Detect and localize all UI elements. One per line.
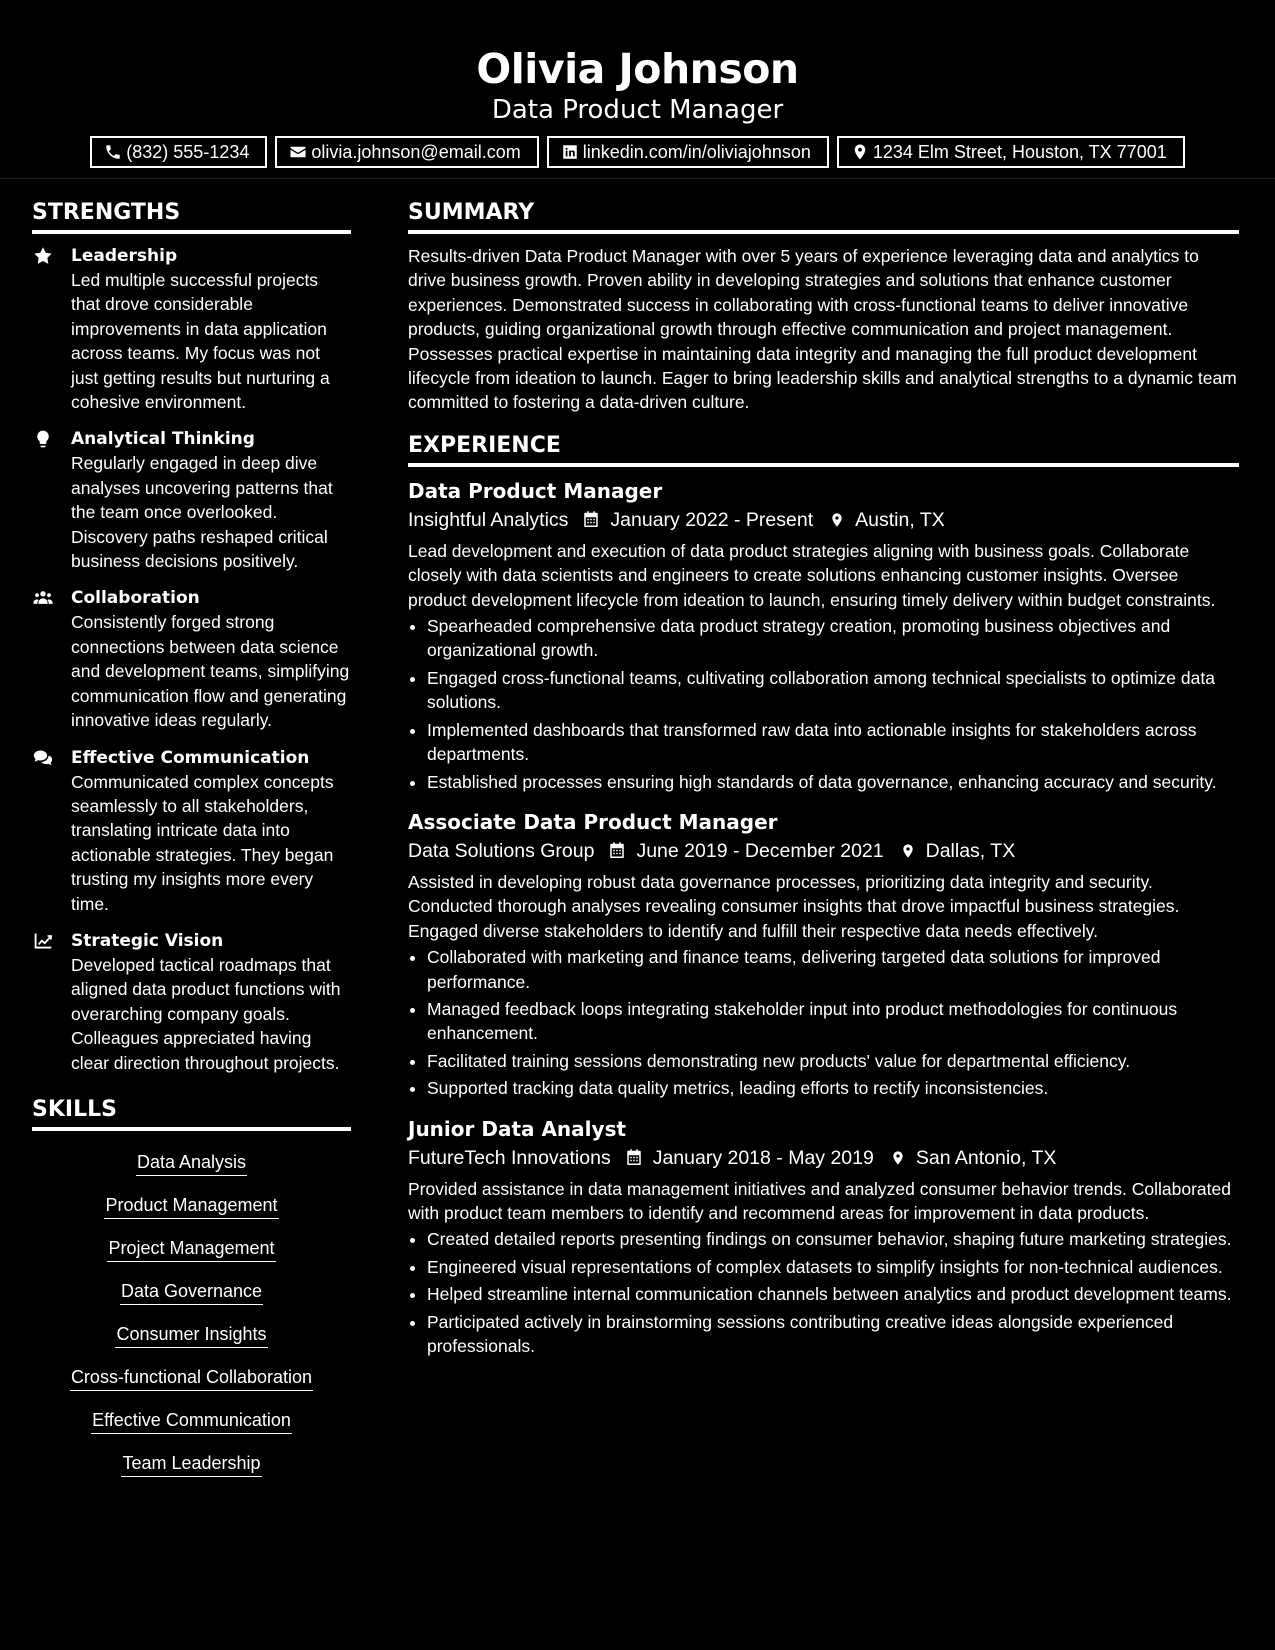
strength-item — [32, 746, 351, 916]
skill-tag: Data Governance — [120, 1278, 263, 1305]
job-location: Dallas, TX — [925, 839, 1016, 862]
lightbulb-icon — [32, 429, 54, 449]
strengths-section — [32, 196, 351, 1075]
calendar-icon — [625, 1148, 643, 1167]
resume-header — [0, 0, 1275, 179]
candidate-name: Olivia Johnson — [476, 45, 799, 93]
strength-item — [32, 244, 351, 414]
skills-list — [32, 1141, 351, 1485]
job-dates: January 2018 - May 2019 — [652, 1146, 874, 1169]
skills-heading: SKILLS — [32, 1093, 351, 1131]
job-company: Insightful Analytics — [408, 508, 569, 531]
users-icon — [32, 588, 54, 608]
contact-phone-text: (832) 555-1234 — [126, 141, 250, 162]
map-pin-icon — [851, 143, 869, 161]
contact-linkedin[interactable] — [547, 136, 829, 168]
contact-email[interactable] — [275, 136, 538, 168]
job-bullet: • Implemented dashboards that transformed raw data into actionable insights for stakeholders across departments. — [427, 718, 1239, 767]
strength-title: Strategic Vision — [71, 930, 224, 951]
job-bullet: • Spearheaded comprehensive data product strategy creation, promoting business objectives and organizational growth. — [427, 614, 1239, 663]
job-bullet: • Managed feedback loops integrating stakeholder input into product methodologies for continuous enhancement. — [427, 997, 1239, 1046]
contact-bar — [0, 136, 1275, 168]
skill-tag: Cross-functional Collaboration — [70, 1364, 313, 1391]
contact-email-text: olivia.johnson@email.com — [311, 141, 521, 162]
strength-title: Effective Communication — [71, 747, 310, 768]
job-bullet: • Engaged cross-functional teams, cultivating collaboration among technical specialists to optimize data solutions. — [427, 666, 1239, 715]
chart-line-icon — [32, 931, 54, 951]
strength-title: Collaboration — [71, 588, 200, 609]
job-bullet: • Supported tracking data quality metrics, leading efforts to rectify inconsistencies. — [427, 1076, 1239, 1100]
map-pin-icon — [890, 1148, 906, 1168]
skills-section — [32, 1093, 351, 1485]
job-entry — [408, 477, 1239, 794]
summary-section — [408, 196, 1239, 415]
job-bullet: • Participated actively in brainstorming sessions contributing creative ideas alongside experienced professionals. — [427, 1310, 1239, 1359]
job-bullet: • Established processes ensuring high standards of data governance, enhancing accuracy and security. — [427, 770, 1239, 794]
skill-tag: Data Analysis — [136, 1149, 247, 1176]
job-bullets — [408, 1227, 1239, 1358]
strength-title: Leadership — [71, 246, 178, 266]
job-description: Provided assistance in data management initiatives and analyzed consumer behavior trends. Collaborated with product team members to identify and recommend areas for improvement in data products. — [408, 1178, 1231, 1223]
job-company: Data Solutions Group — [408, 839, 595, 862]
skill-tag: Effective Communication — [91, 1407, 292, 1434]
experience-section — [408, 429, 1239, 1359]
map-pin-icon — [829, 510, 845, 530]
candidate-title: Data Product Manager — [491, 95, 784, 125]
job-title: Junior Data Analyst — [408, 1116, 627, 1141]
strength-item — [32, 586, 351, 732]
job-meta — [408, 505, 1239, 535]
phone-icon — [104, 143, 122, 161]
calendar-icon — [582, 510, 600, 529]
map-pin-icon — [900, 841, 916, 861]
left-column — [32, 196, 351, 1485]
skill-tag: Project Management — [107, 1235, 275, 1262]
strengths-heading: STRENGTHS — [32, 196, 351, 234]
summary-heading: SUMMARY — [408, 196, 1239, 234]
strength-desc: Consistently forged strong connections between data science and development teams, simplifying communication flow and generating innovative ideas regularly. — [71, 612, 350, 731]
job-meta — [408, 836, 1239, 866]
job-bullet: • Helped streamline internal communication channels between analytics and product development teams. — [427, 1282, 1239, 1306]
linkedin-icon — [561, 143, 579, 161]
job-bullet: • Engineered visual representations of complex datasets to simplify insights for non-technical audiences. — [427, 1255, 1239, 1279]
strength-desc: Led multiple successful projects that drove considerable improvements in data application across teams. My focus was not just getting results but nurturing a cohesive environment. — [71, 270, 330, 413]
contact-phone[interactable] — [90, 136, 267, 168]
envelope-icon — [289, 143, 307, 161]
job-title: Data Product Manager — [408, 478, 663, 503]
calendar-icon — [608, 841, 626, 860]
job-bullet: • Created detailed reports presenting findings on consumer behavior, shaping future marketing strategies. — [427, 1227, 1239, 1251]
job-title: Associate Data Product Manager — [408, 809, 778, 834]
strength-item — [32, 929, 351, 1075]
strength-desc: Regularly engaged in deep dive analyses uncovering patterns that the team once overlooked. Discovery paths reshaped critical business decisions positively. — [71, 453, 333, 572]
strength-desc: Developed tactical roadmaps that aligned data product functions with overarching company goals. Colleagues appreciated having clear direction throughout projects. — [71, 954, 341, 1073]
job-bullets — [408, 945, 1239, 1100]
contact-address-text: 1234 Elm Street, Houston, TX 77001 — [872, 141, 1167, 162]
skill-tag: Consumer Insights — [115, 1321, 267, 1348]
job-entry — [408, 1115, 1239, 1359]
star-icon — [32, 246, 54, 266]
right-column — [408, 196, 1239, 1372]
job-meta — [408, 1143, 1239, 1173]
skill-tag: Team Leadership — [121, 1450, 261, 1477]
job-description: Lead development and execution of data product strategies aligning with business goals. Collaborate closely with data scientists and engineers to create solutions enhancing customer insights. Oversee product development lifecycle from ideation to launch, ensuring timely delivery within budget constraints. — [408, 540, 1216, 610]
job-location: San Antonio, TX — [915, 1146, 1057, 1169]
strength-title: Analytical Thinking — [71, 429, 255, 450]
strength-item — [32, 427, 351, 573]
job-dates: January 2022 - Present — [610, 508, 814, 531]
contact-address[interactable] — [837, 136, 1185, 168]
skill-tag: Product Management — [104, 1192, 278, 1219]
job-dates: June 2019 - December 2021 — [636, 839, 884, 862]
job-entry — [408, 808, 1239, 1101]
experience-heading: EXPERIENCE — [408, 429, 1239, 467]
job-company: FutureTech Innovations — [408, 1146, 611, 1169]
contact-linkedin-text: linkedin.com/in/oliviajohnson — [582, 141, 811, 162]
job-bullet: • Collaborated with marketing and finance teams, delivering targeted data solutions for improved performance. — [427, 945, 1239, 994]
job-bullet: • Facilitated training sessions demonstrating new products' value for departmental efficiency. — [427, 1049, 1239, 1073]
strength-desc: Communicated complex concepts seamlessly to all stakeholders, translating intricate data into actionable strategies. They began trusting my insights more every time. — [71, 771, 334, 914]
job-description: Assisted in developing robust data governance processes, prioritizing data integrity and security. Conducted thorough analyses revealing consumer insights that drove impactful business strategies. Engaged diverse stakeholders to identify and fulfill their respective data needs effectively. — [408, 871, 1180, 941]
job-location: Austin, TX — [855, 508, 945, 531]
comments-icon — [32, 748, 54, 768]
summary-text: Results-driven Data Product Manager with over 5 years of experience leveraging data and analytics to drive business growth. Proven ability in developing strategies and solutions that enhance customer experiences. Demonstrated success in collaborating with cross-functional teams to deliver innovative products, guiding organizational growth through effective communication and project management. Possesses practical expertise in maintaining data integrity and managing the full product development lifecycle from ideation to launch. Eager to bring leadership skills and analytical strengths to a dynamic team committed to fostering a data-driven culture. — [408, 246, 1237, 413]
job-bullets — [408, 614, 1239, 794]
